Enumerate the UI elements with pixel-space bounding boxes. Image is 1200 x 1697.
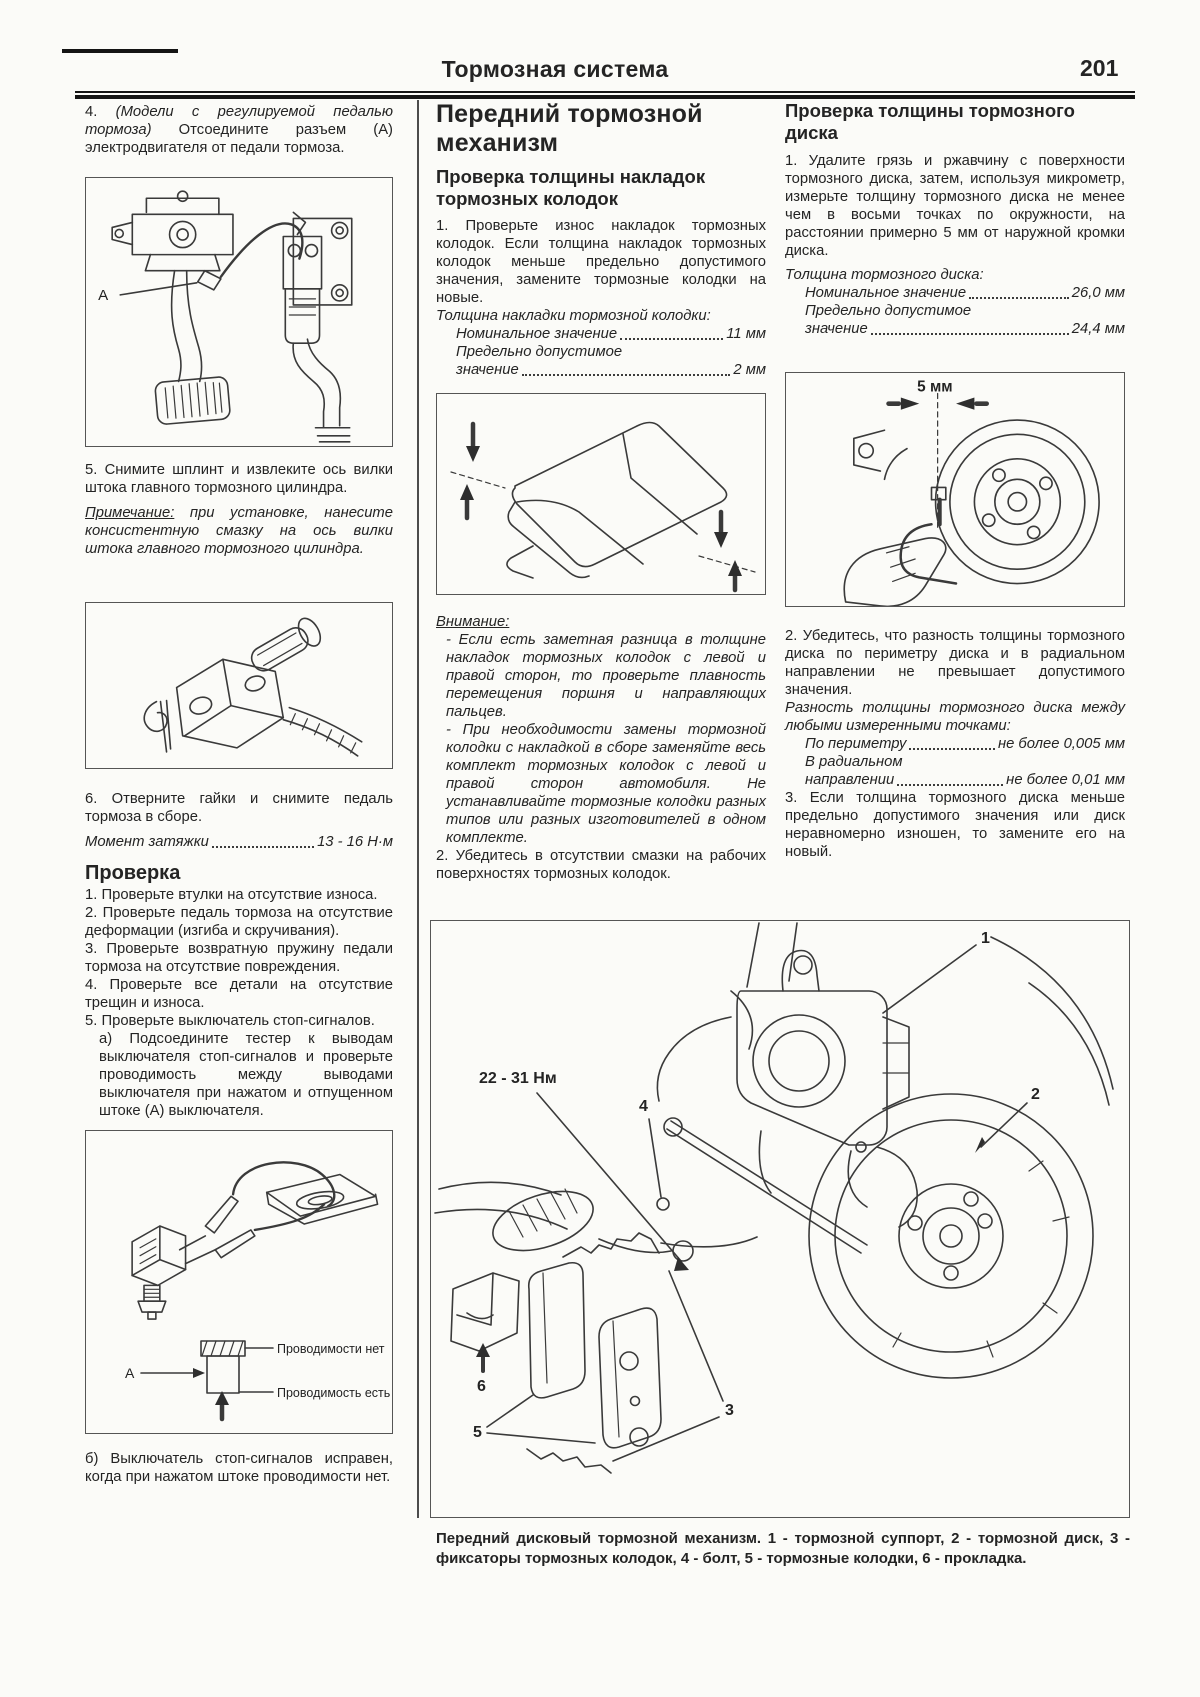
step-4-number: 4. — [85, 104, 116, 120]
radial-value: не более 0,01 мм — [1006, 772, 1125, 788]
check-item-3: 3. Проверьте возвратную пружину педали тормоза на отсутствие повреждения. — [85, 941, 393, 975]
step-b-text: б) Выключатель стоп-сигналов исправен, когда при нажатом штоке проводимости нет. — [85, 1451, 393, 1485]
step-5-text: 5. Снимите шплинт и извлеките ось вилки штока главного тормозного цилиндра. — [85, 462, 393, 496]
figure-pedal-motor — [85, 177, 393, 447]
warning-item-1: - Если есть заметная разница в толщине накладок тормозных колодок с левой и правой сторон, то проверьте плавность перемещения поршня и направляющих пальцев. — [446, 632, 766, 720]
disc-limit-label-2: значение — [805, 321, 868, 337]
subsection-disc-thickness: Проверка толщины тормозного диска — [785, 100, 1075, 143]
disc-limit-line-1 — [785, 302, 1125, 320]
check-item-4: 4. Проверьте все детали на отсутствие трещин и износа. — [85, 977, 393, 1011]
step-4-italic: (Модели с регулируемой педалью тормоза) — [85, 104, 394, 138]
check-item-2: 2. Проверьте педаль тормоза на отсутствие деформации (изгиба и скручивания). — [85, 905, 393, 939]
disc-nominal-line — [785, 284, 1125, 302]
arrow-right — [193, 1368, 205, 1378]
pedal-label-a: А — [98, 286, 109, 304]
callout-2: 2 — [1031, 1086, 1040, 1103]
pad-nominal-label: Номинальное значение — [456, 326, 618, 342]
pad-limit-label-2: значение — [456, 362, 519, 378]
radial-line-1 — [785, 753, 1125, 771]
right-step-2: 2. Убедитесь, что разность толщины тормозного диска по периметру диска и в радиальном направлении не превышает допустимого значения. — [785, 628, 1125, 698]
radial-line-2 — [785, 771, 1125, 789]
perimeter-label: По периметру — [805, 736, 907, 752]
pad-spec-title-line — [436, 307, 766, 325]
pad-limit-line-1 — [436, 343, 766, 361]
header-rule-thin — [75, 91, 1135, 93]
disc-spec-title-line — [785, 266, 1125, 284]
note-label: Примечание: — [85, 505, 175, 521]
right-step-3: 3. Если толщина тормозного диска меньше предельно допустимого значения или диск неравномерно изношен, то замените его на новый. — [785, 790, 1125, 860]
radial-label-2: направлении — [805, 772, 895, 788]
page-title: Тормозная система — [441, 56, 669, 82]
torque-label: Момент затяжки — [85, 834, 209, 850]
step-4-text — [85, 103, 393, 157]
mid-step-2: 2. Убедитесь в отсутствии смазки на рабочих поверхностях тормозных колодок. — [436, 848, 766, 882]
five-mm-label: 5 мм — [917, 378, 953, 396]
conduction-diagram — [86, 1321, 392, 1425]
warning-heading-line — [436, 613, 766, 631]
diagram-label-a: А — [125, 1365, 135, 1381]
warning-item-2: - При необходимости замены тормозной колодки с накладкой в сборе заменяйте весь комплект тормозных колодок с левой и правой сторон автомобиля. Не устанавливайте тормозные колодки разных типов или разных изготовителей в одном комплекте. — [446, 722, 766, 846]
figure-front-disc-brake — [430, 920, 1130, 1518]
disc-spec-title: Толщина тормозного диска: — [785, 267, 984, 283]
disc-limit-leader — [871, 333, 1069, 335]
figure-caption: Передний дисковый тормозной механизм. 1 - тормозной суппорт, 2 - тормозной диск, 3 - фиксаторы тормозных колодок, 4 - болт, 5 - тормозные колодки, 6 - прокладка. — [436, 1530, 1130, 1567]
check-item-1: 1. Проверьте втулки на отсутствие износа. — [85, 887, 378, 903]
check-section-heading: Проверка — [85, 862, 181, 884]
right-column — [785, 100, 1125, 861]
conduct-label: Проводимость есть — [277, 1386, 391, 1400]
subsection-pad-thickness: Проверка толщины накладок тормозных колодок — [436, 166, 706, 209]
torque-spec-line — [85, 833, 393, 851]
no-conduct-label: Проводимости нет — [277, 1342, 385, 1356]
disc-measurement-illustration — [786, 373, 1124, 606]
note-text — [85, 504, 393, 558]
disc-nominal-label: Номинальное значение — [805, 285, 967, 301]
disc-nominal-leader — [969, 297, 1069, 299]
warning-label: Внимание: — [436, 614, 510, 630]
figure-brake-pad — [436, 393, 766, 595]
check-item-5: 5. Проверьте выключатель стоп-сигналов. — [85, 1013, 375, 1029]
step-4-rest: Отсоедините разъем (А) электродвигателя от педали тормоза. — [85, 122, 393, 156]
section-title-front-brake: Передний тормозной механизм — [436, 100, 703, 157]
pedal-assembly-illustration — [86, 178, 392, 446]
disc-variation-title: Разность толщины тормозного диска между любыми измеренными точками: — [785, 700, 1125, 734]
note-body: при установке, нанесите консистентную смазку на ось вилки штока главного тормозного цилиндра. — [85, 505, 393, 557]
perimeter-line — [785, 735, 1125, 753]
figure-clevis-pin — [85, 602, 393, 769]
radial-leader — [897, 784, 1003, 786]
pad-nominal-leader — [620, 338, 723, 340]
pad-spec-title: Толщина накладки тормозной колодки: — [436, 308, 711, 324]
perimeter-leader — [909, 748, 995, 750]
middle-column — [436, 100, 766, 883]
header-rule-thick — [75, 95, 1135, 99]
callout-6: 6 — [477, 1378, 486, 1395]
pad-limit-label-1: Предельно допустимое — [456, 344, 623, 360]
torque-label: 22 - 31 Нм — [479, 1070, 557, 1087]
column-divider — [417, 100, 419, 1518]
check-item-5a: а) Подсоедините тестер к выводам выключателя стоп-сигналов и проверьте проводимость между выводами выключателя при нажатом и отпущенном штоке (А) выключателя. — [99, 1031, 393, 1119]
disc-limit-label-1: Предельно допустимое — [805, 303, 972, 319]
left-column — [85, 103, 393, 1486]
disc-limit-value: 24,4 мм — [1071, 321, 1125, 337]
figure-disc-measurement — [785, 372, 1125, 607]
callout-1: 1 — [981, 930, 990, 947]
scan-artifact-line — [62, 49, 178, 53]
stoplight-switch-illustration — [86, 1131, 392, 1321]
page-number: 201 — [1080, 55, 1119, 81]
step-6-text: 6. Отверните гайки и снимите педаль тормоза в сборе. — [85, 791, 393, 825]
pad-nominal-line — [436, 325, 766, 343]
clevis-pin-illustration — [86, 603, 392, 768]
radial-label-1: В радиальном — [805, 754, 903, 770]
callout-4: 4 — [639, 1098, 648, 1115]
pad-limit-line-2 — [436, 361, 766, 379]
front-disc-brake-illustration — [431, 921, 1129, 1511]
callout-3: 3 — [725, 1402, 734, 1419]
brake-pad-illustration — [437, 394, 765, 594]
right-step-1: 1. Удалите грязь и ржавчину с поверхности тормозного диска, затем, используя микрометр, измерьте толщину тормозного диска не менее чем в восьми точках по окружности, на расстоянии примерно 5 мм от наружной кромки диска. — [785, 153, 1125, 259]
disc-nominal-value: 26,0 мм — [1071, 285, 1125, 301]
torque-leader — [212, 846, 314, 848]
figure-stoplight-switch — [85, 1130, 393, 1434]
mid-step-1: 1. Проверьте износ накладок тормозных колодок. Если толщина накладок тормозных колодок меньше предельно допустимого значения, замените тормозные колодки на новые. — [436, 218, 766, 306]
disc-limit-line-2 — [785, 320, 1125, 338]
callout-5: 5 — [473, 1424, 482, 1441]
pad-limit-leader — [522, 374, 731, 376]
pad-nominal-value: 11 мм — [726, 326, 766, 342]
perimeter-value: не более 0,005 мм — [997, 736, 1125, 752]
pad-limit-value: 2 мм — [733, 362, 766, 378]
torque-value: 13 - 16 Н·м — [317, 834, 393, 850]
